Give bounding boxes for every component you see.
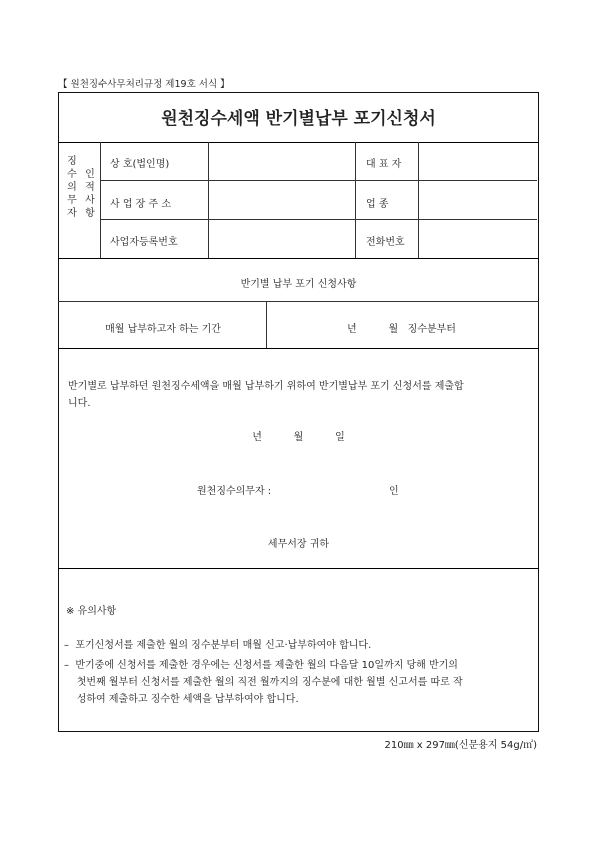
recipient: 세무서장 귀하 (267, 539, 330, 550)
representative-field[interactable] (420, 145, 535, 178)
company-name-label: 상 호(법인명) (110, 159, 170, 170)
application-date[interactable]: 년 월 일 (252, 432, 345, 443)
paper-spec: 210㎜ x 297㎜(신문용지 54g/㎡) (384, 740, 537, 751)
business-address-label: 사 업 장 주 소 (110, 199, 172, 210)
business-type-field[interactable] (420, 183, 535, 217)
form-number-note: 【 원천징수사무처리규정 제19호 서식 】 (58, 79, 230, 90)
registration-number-field[interactable] (210, 222, 353, 256)
statement-text: 반기별로 납부하던 원천징수세액을 매월 납부하기 위하여 반기별납부 포기 신청서를 제출합 (68, 381, 464, 392)
personal-info-side-label: 인 적 사 항 (85, 169, 95, 219)
page-title: 원천징수세액 반기별납부 포기신청서 (161, 109, 436, 129)
phone-label: 전화번호 (366, 237, 405, 248)
phone-field[interactable] (420, 222, 535, 256)
monthly-period-label: 매월 납부하고자 하는 기간 (105, 324, 221, 335)
business-address-field[interactable] (210, 183, 353, 217)
applicant-label: 원천징수의무자 : (197, 486, 272, 497)
representative-label: 대 표 자 (366, 159, 402, 170)
statement-text-cont: 니다. (68, 398, 91, 409)
obligor-side-label: 징 수 의 무 자 (67, 156, 77, 219)
section-title: 반기별 납부 포기 신청사항 (240, 279, 357, 290)
applicant-name-field[interactable] (290, 478, 385, 496)
company-name-field[interactable] (210, 145, 353, 178)
seal-mark: 인 (389, 486, 399, 497)
note-item: – 반기중에 신청서를 제출한 경우에는 신청서를 제출한 월의 다음달 10일까지 당해 반기의 (64, 660, 458, 671)
notes-heading: ※ 유의사항 (66, 606, 117, 617)
note-item: – 포기신청서를 제출한 월의 징수분부터 매월 신고·납부하여야 합니다. (64, 640, 372, 651)
monthly-period-field[interactable]: 년 월 징수분부터 (347, 324, 456, 335)
registration-number-label: 사업자등록번호 (110, 237, 178, 248)
note-item: 성하여 제출하고 징수한 세액을 납부하여야 합니다. (64, 694, 299, 705)
business-type-label: 업 종 (366, 199, 389, 210)
note-item: 첫번째 월부터 신청서를 제출한 월의 직전 월까지의 징수분에 대한 월별 신고서를 따로 작 (64, 677, 463, 688)
